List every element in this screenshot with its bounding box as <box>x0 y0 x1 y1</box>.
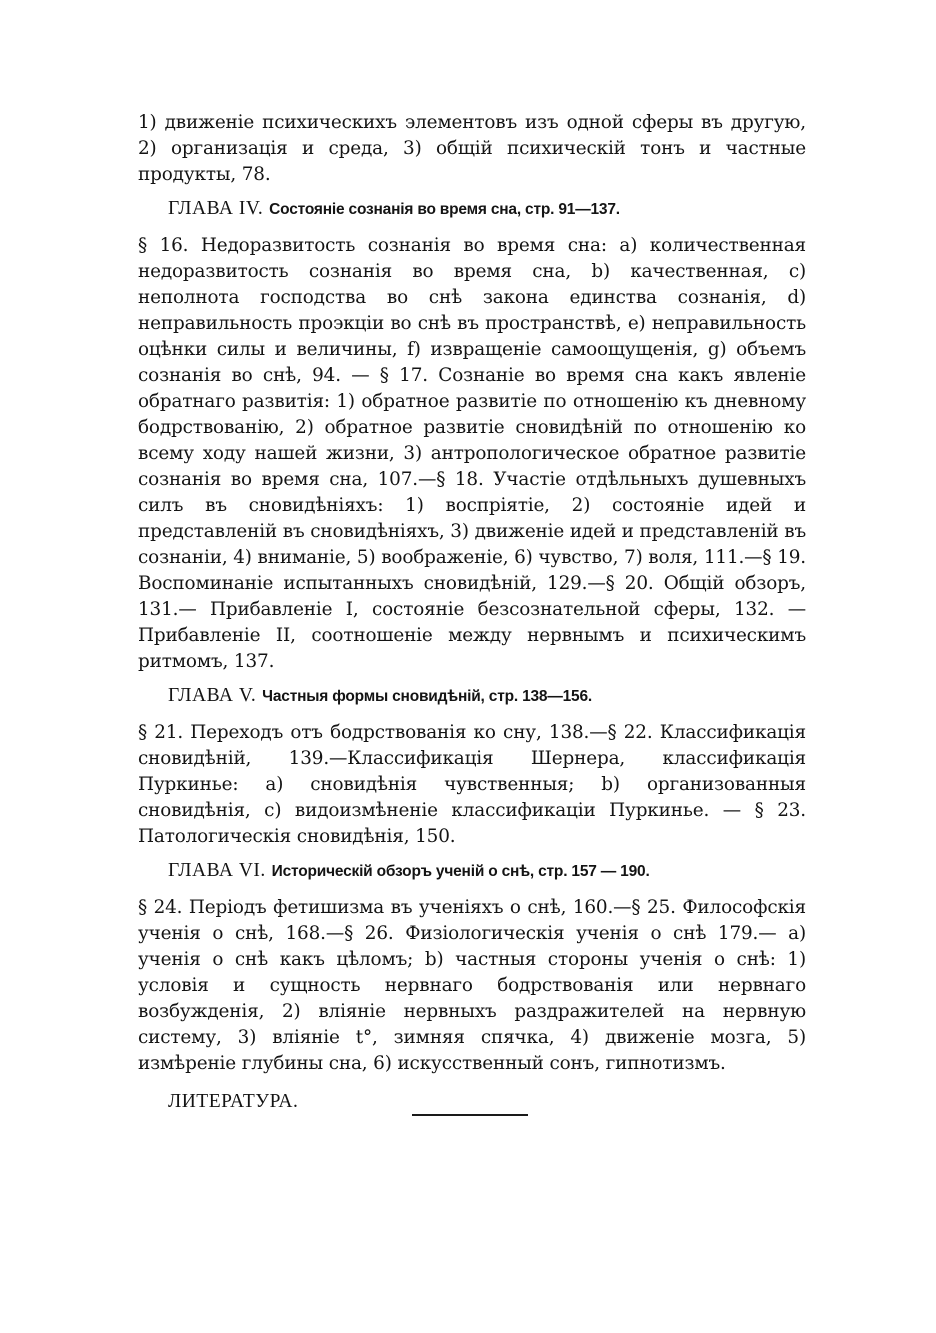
chapter-5-title: Частныя формы сновидѣній, стр. 138—156. <box>262 688 592 705</box>
chapter-6-number: ГЛАВА VI. <box>168 860 266 881</box>
literature-heading: ЛИТЕРАТУРА. <box>168 1091 299 1112</box>
chapter-4-heading <box>138 196 806 223</box>
intro-paragraph: 1) движеніе психическихъ элементовъ изъ одной сферы въ другую, 2) организація и среда, 3) общій психическій тонъ и частные продукты, 78. <box>138 112 806 185</box>
page-content <box>138 110 806 1115</box>
closing-rule <box>412 1114 528 1116</box>
chapter-6-body: § 24. Періодъ фетишизма въ ученіяхъ о снѣ, 160.—§ 25. Философскія ученія о снѣ, 168.—§ 26. Физіологическія ученія о снѣ 179.— а) ученія о снѣ какъ цѣломъ; b) частныя стороны ученія о снѣ: 1) условія и сущность нервнаго бодрствованія или нервнаго возбужденія, 2) вліяніе нервныхъ раздражителей на нервную систему, 3) вліяніе t°, зимняя спячка, 4) движеніе мозга, 5) измѣреніе глубины сна, 6) искусственный сонъ, гипнотизмъ. <box>138 897 806 1074</box>
chapter-4-number: ГЛАВА IV. <box>168 198 264 219</box>
chapter-5-body: § 21. Переходъ отъ бодрствованія ко сну, 138.—§ 22. Классификація сновидѣній, 139.—Классификація Шернера, классификація Пуркинье: а) сновидѣнія чувственныя; b) организованныя сновидѣнія, с) видоизмѣненіе классификаціи Пуркинье. — § 23. Патологическія сновидѣнія, 150. <box>138 722 806 847</box>
chapter-5-heading <box>138 683 806 710</box>
chapter-4-body: § 16. Недоразвитость сознанія во время сна: а) количественная недоразвитость сознанія во время сна, b) качественная, с) неполнота господства во снѣ закона единства сознанія, d) неправильность проэкціи во снѣ въ пространствѣ, е) неправильность оцѣнки силы и величины, f) извращеніе самоощущенія, g) объемъ сознанія во снѣ, 94. — § 17. Сознаніе во время сна какъ явленіе обратнаго развитія: 1) обратное развитіе по отношенію къ дневному бодрствованію, 2) обратное развитіе сновидѣній по отношенію ко всему ходу нашей жизни, 3) антропологическое обратное развитіе сознанія во время сна, 107.—§ 18. Участіе отдѣльныхъ душевныхъ силъ въ сновидѣніяхъ: 1) воспріятіе, 2) состояніе идей и представленій въ сновидѣніяхъ, 3) движеніе идей и представленій въ сознаніи, 4) вниманіе, 5) воображеніе, 6) чувство, 7) воля, 111.—§ 19. Воспоминаніе испытанныхъ сновидѣній, 129.—§ 20. Общій обзоръ, 131.— Прибавленіе I, состояніе безсознательной сферы, 132. — Прибавленіе II, соотношеніе между нервнымъ и психическимъ ритмомъ, 137. <box>138 235 806 672</box>
chapter-5-number: ГЛАВА V. <box>168 685 257 706</box>
chapter-4-title: Состояніе сознанія во время сна, стр. 91—137. <box>269 201 620 218</box>
chapter-6-heading <box>138 858 806 885</box>
chapter-6-title: Историческій обзоръ ученій о снѣ, стр. 157 — 190. <box>271 863 650 880</box>
